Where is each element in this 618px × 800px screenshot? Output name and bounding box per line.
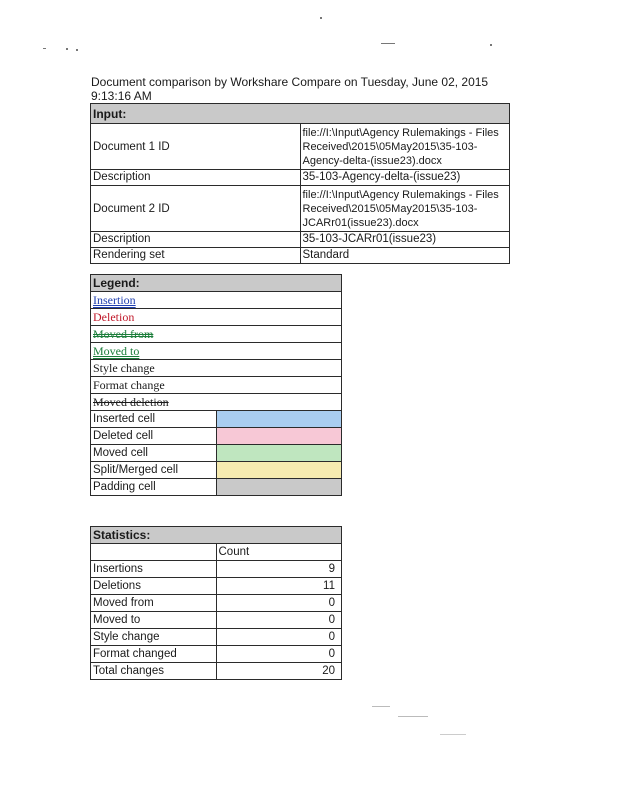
statistics-count-deletions: 11	[216, 578, 342, 595]
input-label-document2: Document 2 ID	[91, 186, 301, 232]
input-label-description1: Description	[91, 170, 301, 186]
statistics-label-moved-from: Moved from	[91, 595, 217, 612]
legend-deleted-cell-swatch	[216, 428, 342, 445]
statistics-count-moved-from: 0	[216, 595, 342, 612]
legend-insertion: Insertion	[91, 292, 342, 309]
input-row-document2	[91, 186, 510, 232]
legend-moved-deletion: Moved deletion	[91, 394, 342, 411]
input-value-rendering-set: Standard	[300, 248, 510, 264]
statistics-row-total-changes	[91, 663, 342, 680]
input-value-description1: 35-103-Agency-delta-(issue23)	[300, 170, 510, 186]
legend-moved-to: Moved to	[91, 343, 342, 360]
legend-row-padding-cell	[91, 479, 342, 496]
legend-title: Legend:	[91, 275, 342, 292]
legend-row-moved-from	[91, 326, 342, 343]
statistics-label-format-changed: Format changed	[91, 646, 217, 663]
statistics-label-insertions: Insertions	[91, 561, 217, 578]
statistics-count-insertions: 9	[216, 561, 342, 578]
legend-row-style-change	[91, 360, 342, 377]
statistics-row-moved-from	[91, 595, 342, 612]
statistics-count-total-changes: 20	[216, 663, 342, 680]
statistics-count-moved-to: 0	[216, 612, 342, 629]
statistics-label-moved-to: Moved to	[91, 612, 217, 629]
statistics-label-deletions: Deletions	[91, 578, 217, 595]
statistics-count-style-change: 0	[216, 629, 342, 646]
statistics-row-style-change	[91, 629, 342, 646]
legend-inserted-cell-swatch	[216, 411, 342, 428]
statistics-label-total-changes: Total changes	[91, 663, 217, 680]
input-value-document2: file://I:\Input\Agency Rulemakings - Files Received\2015\05May2015\35-103-JCARr01(issue23).docx	[300, 186, 510, 232]
input-row-document1	[91, 124, 510, 170]
header-line-2: 9:13:16 AM	[91, 89, 152, 103]
legend-format-change: Format change	[91, 377, 342, 394]
legend-row-format-change	[91, 377, 342, 394]
legend-moved-cell-label: Moved cell	[91, 445, 217, 462]
header-line-1: Document comparison by Workshare Compare on Tuesday, June 02, 2015	[91, 75, 489, 89]
legend-split-merged-cell-label: Split/Merged cell	[91, 462, 217, 479]
legend-row-inserted-cell	[91, 411, 342, 428]
input-row-description1	[91, 170, 510, 186]
legend-padding-cell-swatch	[216, 479, 342, 496]
legend-deletion: Deletion	[91, 309, 342, 326]
legend-style-change: Style change	[91, 360, 342, 377]
statistics-count-format-changed: 0	[216, 646, 342, 663]
legend-row-deleted-cell	[91, 428, 342, 445]
input-table	[90, 103, 510, 264]
statistics-row-moved-to	[91, 612, 342, 629]
input-row-rendering-set	[91, 248, 510, 264]
input-label-description2: Description	[91, 232, 301, 248]
statistics-row-format-changed	[91, 646, 342, 663]
statistics-title: Statistics:	[91, 527, 342, 544]
legend-padding-cell-label: Padding cell	[91, 479, 217, 496]
legend-table	[90, 274, 342, 496]
legend-moved-cell-swatch	[216, 445, 342, 462]
input-value-description2: 35-103-JCARr01(issue23)	[300, 232, 510, 248]
input-title: Input:	[91, 104, 510, 124]
statistics-blank-cell	[91, 544, 217, 561]
legend-moved-from: Moved from	[91, 326, 342, 343]
legend-inserted-cell-label: Inserted cell	[91, 411, 217, 428]
statistics-table	[90, 526, 342, 680]
statistics-count-header-row	[91, 544, 342, 561]
statistics-row-insertions	[91, 561, 342, 578]
legend-header-row	[91, 275, 342, 292]
statistics-count-header: Count	[216, 544, 342, 561]
legend-row-moved-to	[91, 343, 342, 360]
legend-deleted-cell-label: Deleted cell	[91, 428, 217, 445]
input-label-document1: Document 1 ID	[91, 124, 301, 170]
legend-row-deletion	[91, 309, 342, 326]
legend-split-merged-cell-swatch	[216, 462, 342, 479]
statistics-header-row	[91, 527, 342, 544]
statistics-label-style-change: Style change	[91, 629, 217, 646]
legend-row-moved-cell	[91, 445, 342, 462]
input-header-row	[91, 104, 510, 124]
comparison-header	[91, 75, 511, 103]
legend-row-moved-deletion	[91, 394, 342, 411]
legend-row-insertion	[91, 292, 342, 309]
legend-row-split-merged-cell	[91, 462, 342, 479]
input-label-rendering-set: Rendering set	[91, 248, 301, 264]
input-row-description2	[91, 232, 510, 248]
statistics-row-deletions	[91, 578, 342, 595]
input-value-document1: file://I:\Input\Agency Rulemakings - Files Received\2015\05May2015\35-103-Agency-delta-(issue23).docx	[300, 124, 510, 170]
